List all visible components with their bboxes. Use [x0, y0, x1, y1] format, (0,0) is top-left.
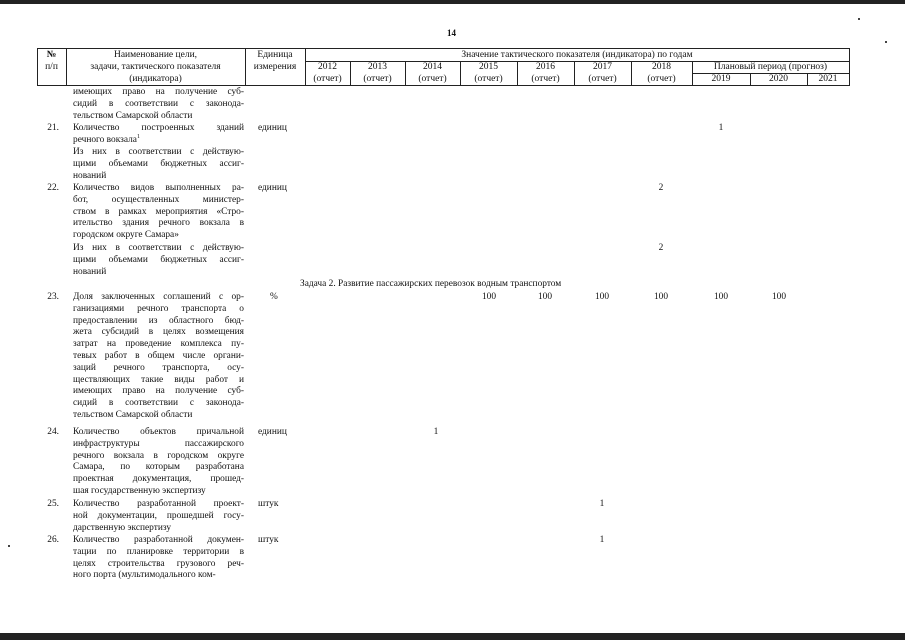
row-number: 25. [47, 499, 59, 509]
indicator-unit: единиц [258, 183, 287, 193]
value-2018: 2 [658, 243, 664, 253]
value-2019: 100 [713, 292, 729, 302]
indicator-unit: штук [258, 499, 279, 509]
year-note: (отчет) [313, 74, 342, 84]
col-num-label: п/п [45, 62, 58, 72]
scan-speck [885, 41, 887, 43]
col-name-label: задачи, тактического показателя [90, 62, 221, 72]
value-2018: 2 [658, 183, 664, 193]
year-label: 2014 [423, 62, 442, 72]
indicator-unit: единиц [258, 427, 287, 437]
scan-bottom-border [0, 633, 905, 640]
year-label: 2012 [318, 62, 337, 72]
year-note: (отчет) [647, 74, 676, 84]
year-label: 2015 [479, 62, 498, 72]
scan-top-border [0, 0, 905, 4]
indicator-name: Количество видов выполненных ра- бот, осуществленных министер- ством в рамках мероприятия «Стро- ительство здания речного вокзала в городском округе Самара» [73, 183, 244, 241]
year-note: (отчет) [474, 74, 503, 84]
indicator-name: Количество объектов причальной инфраструктуры пассажирского речного вокзала в городском округе Самара, по которым разработана проектная документация, прошед- шая государственную экспертизу [73, 427, 244, 496]
scan-speck [8, 545, 10, 547]
year-note: (отчет) [531, 74, 560, 84]
value-2017: 1 [599, 499, 605, 509]
year-label: 2017 [593, 62, 612, 72]
plan-period-label: Плановый период (прогноз) [713, 62, 828, 72]
indicator-name: Количество разработанной докумен- тации по планировке территории в целях строительства грузового реч- ного порта (мультимодального ком- [73, 535, 244, 581]
row-number: 21. [47, 123, 59, 133]
plan-year-label: 2021 [818, 74, 838, 84]
scan-speck [858, 18, 860, 20]
row-number: 26. [47, 535, 59, 545]
indicator-subline: Из них в соответствии с действую- щими объемами бюджетных ассиг- нований [73, 147, 244, 181]
indicator-subline: Из них в соответствии с действую- щими объемами бюджетных ассиг- нований [73, 243, 244, 277]
year-note: (отчет) [418, 74, 447, 84]
value-2015: 100 [481, 292, 497, 302]
indicator-name: Количество построенных зданий речного вокзала$^1$ [73, 123, 244, 145]
continuation-text: имеющих право на получение суб- сидий в соответствии с законода- тельством Самарской области [73, 87, 244, 121]
row-number: 23. [47, 292, 59, 302]
col-unit-label: Единица [257, 50, 293, 60]
col-values-title: Значение тактического показателя (индикатора) по годам [461, 50, 693, 60]
value-2016: 100 [537, 292, 553, 302]
plan-year-label: 2019 [711, 74, 731, 84]
value-2018: 100 [653, 292, 669, 302]
year-label: 2013 [368, 62, 387, 72]
value-2017: 100 [594, 292, 610, 302]
footnote-mark: 1 [136, 133, 140, 140]
value-2019: 1 [718, 123, 724, 133]
indicator-unit: штук [258, 535, 279, 545]
task-heading: Задача 2. Развитие пассажирских перевозок водным транспортом [300, 279, 562, 289]
indicator-name: Количество разработанной проект- ной документации, прошедшей госу- дарственную экспертизу [73, 499, 244, 533]
col-num-label: № [46, 50, 57, 60]
year-note: (отчет) [588, 74, 617, 84]
year-note: (отчет) [363, 74, 392, 84]
value-2020: 100 [771, 292, 787, 302]
col-unit-label: измерения [253, 62, 297, 72]
year-label: 2018 [652, 62, 671, 72]
plan-year-label: 2020 [769, 74, 788, 84]
row-number: 22. [47, 183, 59, 193]
indicator-unit: % [270, 292, 278, 302]
page-number: 14 [447, 28, 456, 38]
row-number: 24. [47, 427, 59, 437]
col-name-label: Наименование цели, [113, 50, 198, 60]
indicator-name: Доля заключенных соглашений с ор- ганизациями речного транспорта о предоставлении из областного бюд- жета субсидий в целях возмещения затрат на проведение комплекса пу- тевых работ в общем числе органи- заций речного транспорта, осу- ществляющих такие виды работ и имеющих право на получение суб- сидий в соответствии с законода- тельством Самарской области [73, 292, 244, 420]
year-label: 2016 [536, 62, 555, 72]
value-2017: 1 [599, 535, 605, 545]
value-2014: 1 [433, 427, 439, 437]
indicator-unit: единиц [258, 123, 287, 133]
col-name-label: (индикатора) [129, 74, 182, 84]
